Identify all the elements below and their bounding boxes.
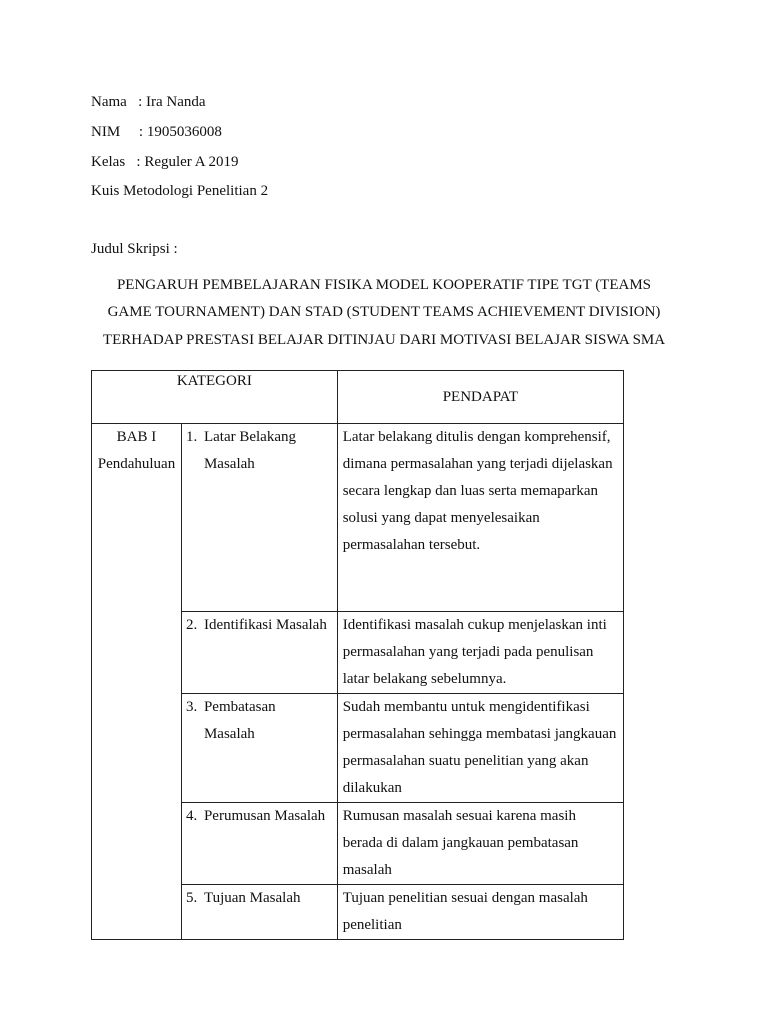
item-number: 4. — [185, 808, 198, 824]
student-class: Kelas : Reguler A 2019 — [91, 154, 239, 170]
category-item — [181, 612, 337, 694]
table-header-row — [92, 371, 624, 424]
category-item — [181, 803, 337, 885]
item-number: 1. — [185, 429, 198, 445]
chapter-name: Pendahuluan — [97, 456, 176, 472]
chapter-number: BAB I — [116, 429, 157, 445]
thesis-title-line-3: TERHADAP PRESTASI BELAJAR DITINJAU DARI MOTIVASI BELAJAR SISWA SMA — [102, 332, 666, 348]
item-label: Identifikasi Masalah — [203, 617, 327, 633]
table-row — [92, 424, 624, 612]
opinion-cell: Rumusan masalah sesuai karena masih berada di dalam jangkauan pembatasan masalah — [337, 803, 623, 885]
header-pendapat: PENDAPAT — [337, 371, 623, 424]
thesis-title-label: Judul Skripsi : — [91, 241, 178, 257]
category-item — [181, 424, 337, 612]
assessment-table — [91, 370, 624, 940]
item-label: Perumusan Masalah — [203, 808, 326, 824]
category-item — [181, 694, 337, 803]
item-label: Tujuan Masalah — [203, 890, 301, 906]
thesis-title-line-1: PENGARUH PEMBELAJARAN FISIKA MODEL KOOPERATIF TIPE TGT (TEAMS — [116, 277, 652, 293]
item-number: 3. — [185, 699, 198, 715]
opinion-cell: Sudah membantu untuk mengidentifikasi permasalahan sehingga membatasi jangkauan permasalahan suatu penelitian yang akan dilakukan — [337, 694, 623, 803]
item-label-cont: Masalah — [203, 726, 255, 742]
category-item — [181, 885, 337, 940]
item-number: 5. — [185, 890, 198, 906]
opinion-cell: Latar belakang ditulis dengan komprehensif, dimana permasalahan yang terjadi dijelaskan secara lengkap dan luas serta memaparkan solusi yang dapat menyelesaikan permasalahan tersebut. — [337, 424, 623, 612]
header-kategori: KATEGORI — [92, 371, 338, 424]
opinion-cell: Tujuan penelitian sesuai dengan masalah penelitian — [337, 885, 623, 940]
quiz-title: Kuis Metodologi Penelitian 2 — [91, 183, 269, 199]
thesis-title-line-2: GAME TOURNAMENT) DAN STAD (STUDENT TEAMS ACHIEVEMENT DIVISION) — [107, 304, 661, 320]
item-number: 2. — [185, 617, 198, 633]
item-label: Pembatasan — [203, 699, 276, 715]
item-label-cont: Masalah — [203, 456, 255, 472]
student-nim: NIM : 1905036008 — [91, 124, 222, 140]
chapter-cell — [92, 424, 182, 940]
student-name: Nama : Ira Nanda — [91, 94, 206, 110]
opinion-cell: Identifikasi masalah cukup menjelaskan inti permasalahan yang terjadi pada penulisan latar belakang sebelumnya. — [337, 612, 623, 694]
item-label: Latar Belakang — [203, 429, 296, 445]
